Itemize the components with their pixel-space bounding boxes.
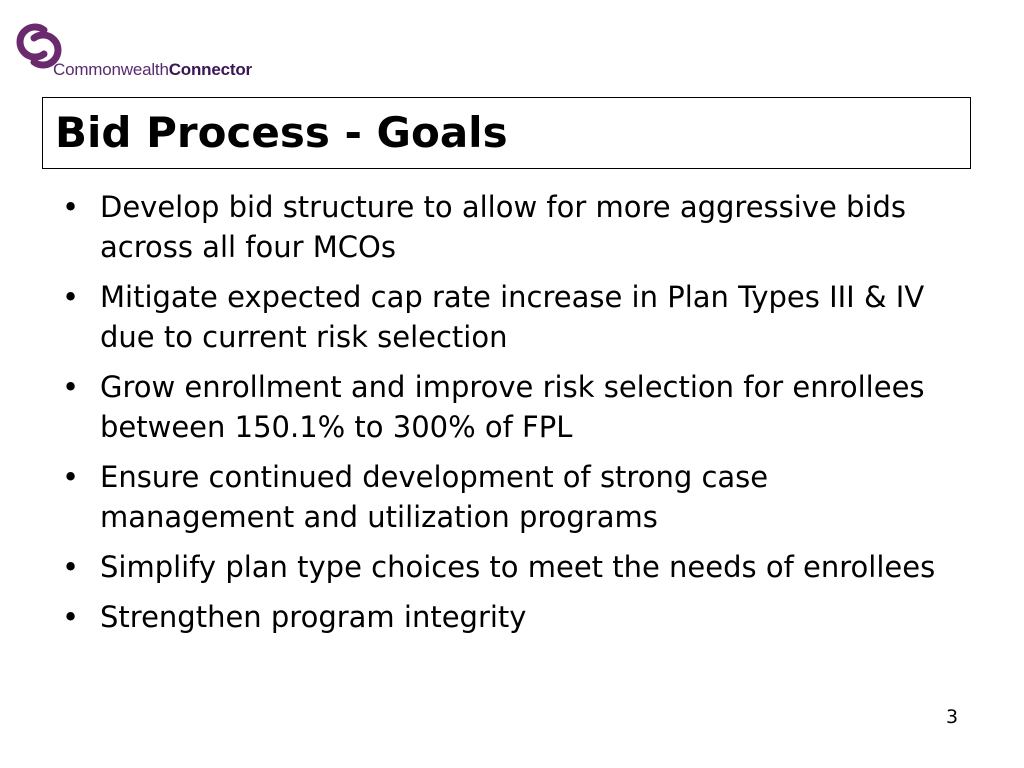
bullet-marker: • bbox=[62, 600, 80, 634]
commonwealth-connector-logo bbox=[6, 14, 306, 84]
title-box bbox=[42, 97, 971, 169]
logo-text-commonwealth: Commonwealth bbox=[53, 60, 169, 79]
bullet-text: Ensure continued development of strong case management and utilization programs bbox=[100, 460, 769, 534]
bullet-item bbox=[62, 277, 962, 357]
bullet-item bbox=[62, 547, 962, 587]
logo-text-connector: Connector bbox=[168, 60, 252, 79]
bullet-text: Mitigate expected cap rate increase in Plan Types III & IV due to current risk selection bbox=[100, 280, 925, 354]
bullet-text: Grow enrollment and improve risk selection for enrollees between 150.1% to 300% of FPL bbox=[100, 370, 925, 444]
bullet-item bbox=[62, 597, 962, 637]
bullet-text: Simplify plan type choices to meet the needs of enrollees bbox=[100, 550, 936, 584]
bullet-item bbox=[62, 367, 962, 447]
logo-wordmark bbox=[53, 60, 252, 80]
bullet-marker: • bbox=[62, 370, 80, 404]
bullet-list bbox=[62, 187, 962, 647]
page-number: 3 bbox=[946, 706, 959, 728]
bullet-marker: • bbox=[62, 190, 80, 224]
bullet-marker: • bbox=[62, 280, 80, 314]
bullet-marker: • bbox=[62, 460, 80, 494]
bullet-marker: • bbox=[62, 550, 80, 584]
bullet-text: Strengthen program integrity bbox=[100, 600, 527, 634]
slide-title: Bid Process - Goals bbox=[55, 108, 508, 157]
bullet-text: Develop bid structure to allow for more aggressive bids across all four MCOs bbox=[100, 190, 907, 264]
bullet-item bbox=[62, 457, 962, 537]
bullet-item bbox=[62, 187, 962, 267]
